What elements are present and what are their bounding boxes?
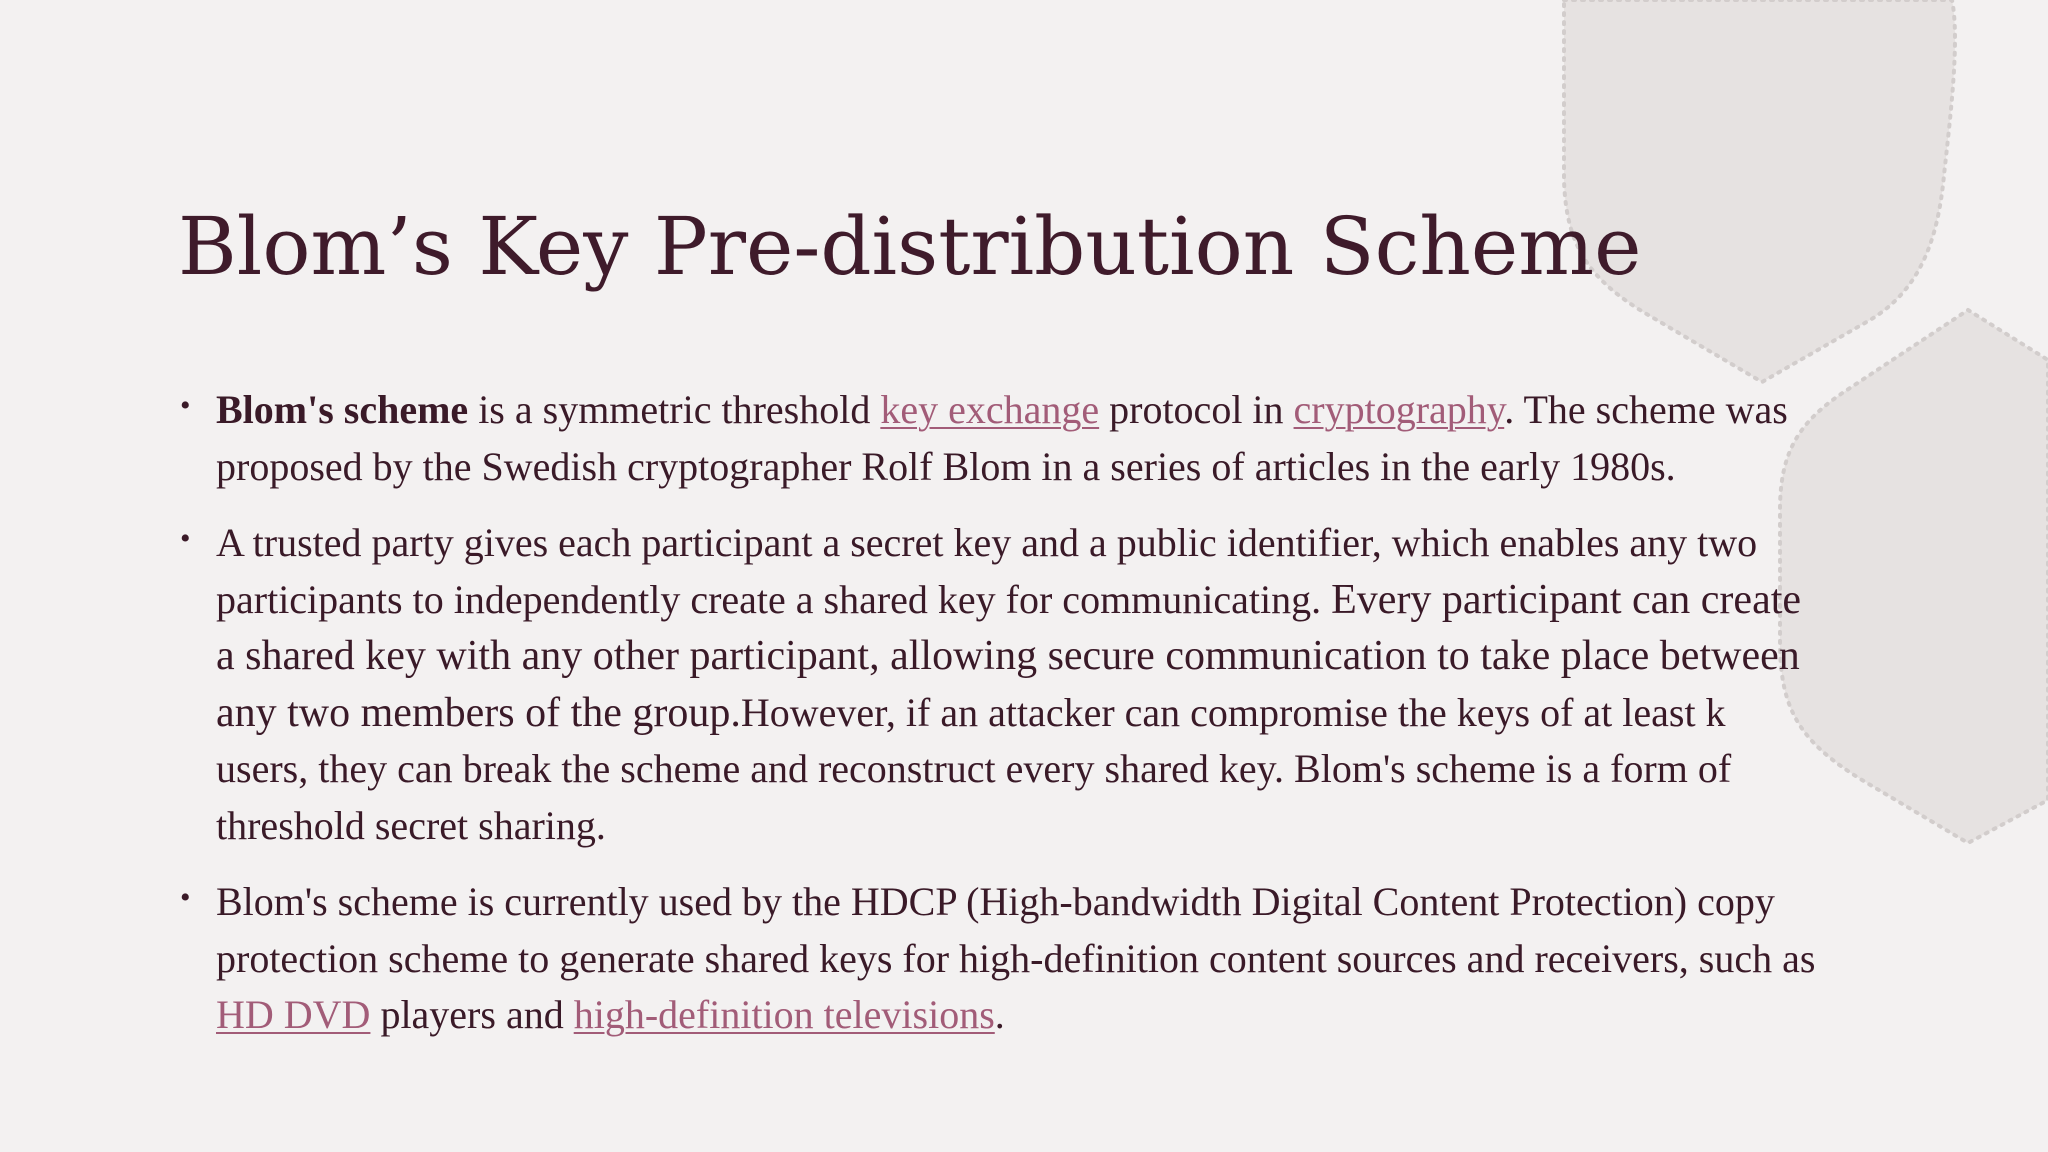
bullet-item bbox=[178, 874, 1818, 1044]
bullet-dot-icon: • bbox=[180, 522, 191, 555]
decorative-shape-lower bbox=[1780, 310, 2048, 843]
bullet-item bbox=[178, 382, 1818, 495]
bullet-text: is a symmetric threshold bbox=[468, 387, 881, 432]
slide-title: Blom’s Key Pre-distribution Scheme bbox=[178, 200, 1642, 293]
bullet-text: However, if an attacker can compromise the keys of at least k users, they can break the scheme and reconstruct every shared key. Blom's scheme is a form of threshold secret sharing. bbox=[216, 689, 1732, 848]
bullet-dot-icon: • bbox=[180, 881, 191, 914]
link-high-definition-televisions[interactable]: high-definition televisions bbox=[573, 992, 995, 1037]
bullet-text: . The scheme was proposed by the Swedish cryptographer Rolf Blom in a series of articles in the early 1980s. bbox=[216, 387, 1788, 489]
bullet-text: players and bbox=[370, 992, 574, 1037]
bullet-text: A trusted party gives each participant a secret key and a public identifier, which enables any two participants to independently create a shared key for communicating. bbox=[216, 520, 1758, 622]
link-hd-dvd[interactable]: HD DVD bbox=[216, 992, 371, 1037]
bullet-text: Blom's scheme is currently used by the HDCP (High-bandwidth Digital Content Protection) copy protection scheme to generate shared keys for high-definition content sources and receivers, such as bbox=[216, 879, 1816, 981]
decorative-shape-upper bbox=[1564, 0, 1955, 382]
bullet-item bbox=[178, 515, 1818, 854]
bullet-text-large: Every participant can create a shared key with any other participant, allowing secure communication to take place between any two members of the group. bbox=[216, 576, 1802, 736]
bullet-text: protocol in bbox=[1099, 387, 1294, 432]
bullet-dot-icon: • bbox=[180, 389, 191, 422]
link-key-exchange[interactable]: key exchange bbox=[880, 387, 1100, 432]
bullet-text: . bbox=[994, 992, 1005, 1037]
link-cryptography[interactable]: cryptography bbox=[1293, 387, 1505, 432]
bullet-list bbox=[178, 382, 1818, 1064]
bold-term: Blom's scheme bbox=[216, 387, 469, 432]
